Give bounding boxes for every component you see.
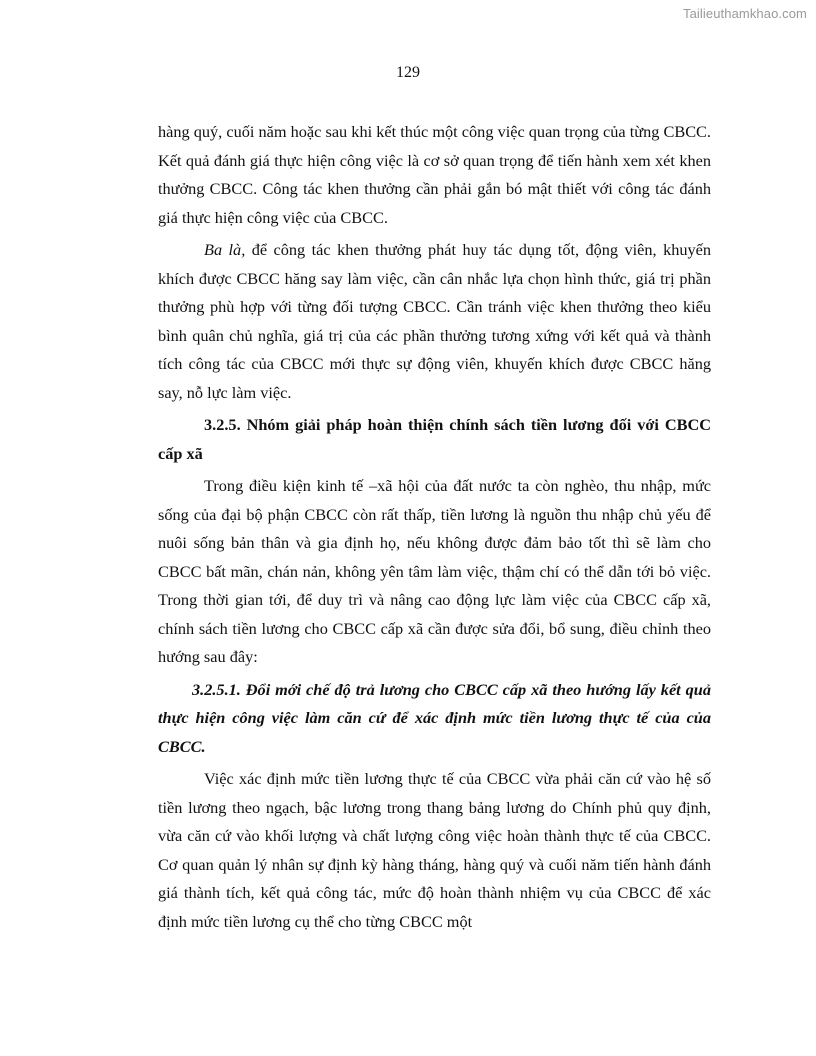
subsection-heading-3-2-5-1: 3.2.5.1. Đổi mới chế độ trả lương cho CBCC cấp xã theo hướng lấy kết quả thực hiện công việc làm căn cứ để xác định mức tiền lương thực tế của của CBCC. bbox=[158, 679, 711, 756]
paragraph-lead-italic: Ba là, bbox=[204, 240, 246, 259]
section-heading-3-2-5: 3.2.5. Nhóm giải pháp hoàn thiện chính sách tiền lương đối với CBCC cấp xã bbox=[158, 415, 711, 463]
watermark: Tailieuthamkhao.com bbox=[682, 6, 807, 21]
paragraph-ba-la bbox=[158, 236, 711, 407]
paragraph-context: Trong điều kiện kinh tế –xã hội của đất nước ta còn nghèo, thu nhập, mức sống của đại bộ phận CBCC còn rất thấp, tiền lương là nguồn thu nhập chủ yếu để nuôi sống bản thân và gia định họ, nếu không được đảm bảo tốt thì sẽ làm cho CBCC bất mãn, chán nản, không yên tâm làm việc, thậm chí có thể dẫn tới bỏ việc. Trong thời gian tới, để duy trì và nâng cao động lực làm việc của CBCC cấp xã, chính sách tiền lương cho CBCC cấp xã cần được sửa đổi, bổ sung, điều chỉnh theo hướng sau đây: bbox=[158, 476, 711, 666]
paragraph-salary: Việc xác định mức tiền lương thực tế của CBCC vừa phải căn cứ vào hệ số tiền lương theo ngạch, bậc lương trong thang bảng lương do Chính phủ quy định, vừa căn cứ vào khối lượng và chất lượng công việc hoàn thành thực tế của CBCC. Cơ quan quản lý nhân sự định kỳ hàng tháng, hàng quý và cuối năm tiến hành đánh giá thành tích, kết quả công tác, mức độ hoàn thành nhiệm vụ của CBCC để xác định mức tiền lương cụ thể cho từng CBCC một bbox=[158, 769, 711, 931]
page-number: 129 bbox=[396, 64, 420, 81]
paragraph-continuation: hàng quý, cuối năm hoặc sau khi kết thúc một công việc quan trọng của từng CBCC. Kết quả đánh giá thực hiện công việc là cơ sở quan trọng để tiến hành xem xét khen thưởng CBCC. Công tác khen thưởng cần phải gắn bó mật thiết với công tác đánh giá thực hiện công việc của CBCC. bbox=[158, 122, 711, 227]
document-body bbox=[158, 118, 711, 936]
paragraph-body: để công tác khen thưởng phát huy tác dụng tốt, động viên, khuyến khích được CBCC hăng say làm việc, cần cân nhắc lựa chọn hình thức, giá trị phần thưởng phù hợp với từng đối tượng CBCC. Cần tránh việc khen thưởng theo kiểu bình quân chủ nghĩa, giá trị của các phần thưởng tương xứng với kết quả và thành tích công tác của CBCC mới thực sự động viên, khuyến khích được CBCC hăng say, nỗ lực làm việc. bbox=[158, 240, 712, 402]
